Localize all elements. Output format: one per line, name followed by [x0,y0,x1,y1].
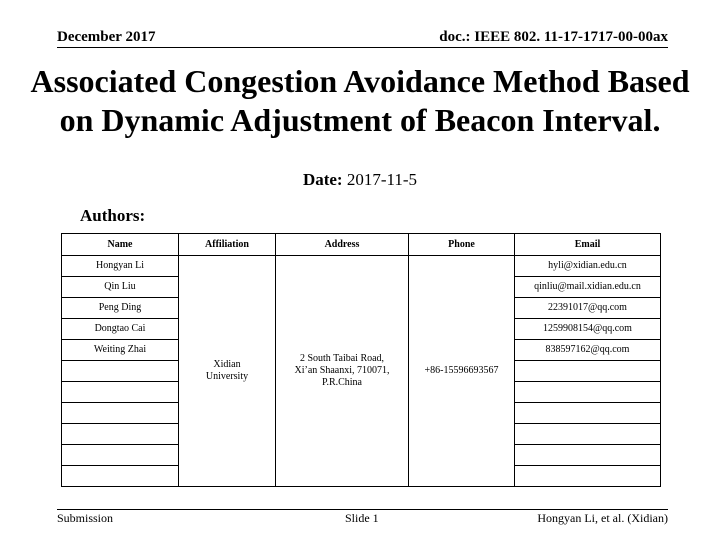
author-email: qinliu@mail.xidian.edu.cn [515,277,661,298]
authors-table [61,233,661,487]
author-name: Dongtao Cai [62,319,179,340]
author-name [62,403,179,424]
author-name: Qin Liu [62,277,179,298]
author-email [515,445,661,466]
address-line-1: 2 South Taibai Road, [299,353,385,364]
header-date: December 2017 [57,29,156,45]
header-doc-id: doc.: IEEE 802. 11-17-1717-00-00ax [439,29,668,45]
author-email [515,382,661,403]
date-label: Date: [302,170,343,189]
author-email [515,361,661,382]
author-name: Hongyan Li [62,256,179,277]
footer-slide-number: Slide 1 [345,511,379,525]
col-header-name: Name [62,234,179,256]
affiliation-cell [179,256,276,487]
author-email [515,403,661,424]
address-line-3: P.R.China [321,377,362,388]
table-row [62,256,661,277]
author-email [515,424,661,445]
footer-submission: Submission [57,511,114,525]
date-line [0,170,720,190]
col-header-phone: Phone [409,234,515,256]
author-email: 838597162@qq.com [515,340,661,361]
author-email: 1259908154@qq.com [515,319,661,340]
author-name [62,466,179,487]
author-email [515,466,661,487]
col-header-affiliation: Affiliation [179,234,276,256]
authors-label: Authors: [80,206,146,225]
title-line-2: on Dynamic Adjustment of Beacon Interval. [59,102,661,138]
table-header-row [62,234,661,256]
title-line-1: Associated Congestion Avoidance Method Based [30,63,690,99]
author-name [62,445,179,466]
author-name: Weiting Zhai [62,340,179,361]
author-name: Peng Ding [62,298,179,319]
affiliation-line-1: Xidian [213,359,241,370]
author-name [62,382,179,403]
author-name [62,361,179,382]
address-line-2: Xi’an Shaanxi, 710071, [294,365,390,376]
col-header-address: Address [276,234,409,256]
header-divider [57,47,668,48]
affiliation-line-2: University [205,371,249,382]
phone-cell: +86-15596693567 [409,256,515,487]
address-cell [276,256,409,487]
author-email: hyli@xidian.edu.cn [515,256,661,277]
footer-authors: Hongyan Li, et al. (Xidian) [537,511,668,525]
slide-title [0,62,720,140]
date-value: 2017-11-5 [346,170,418,189]
footer-divider [57,509,668,510]
author-name [62,424,179,445]
author-email: 22391017@qq.com [515,298,661,319]
col-header-email: Email [515,234,661,256]
